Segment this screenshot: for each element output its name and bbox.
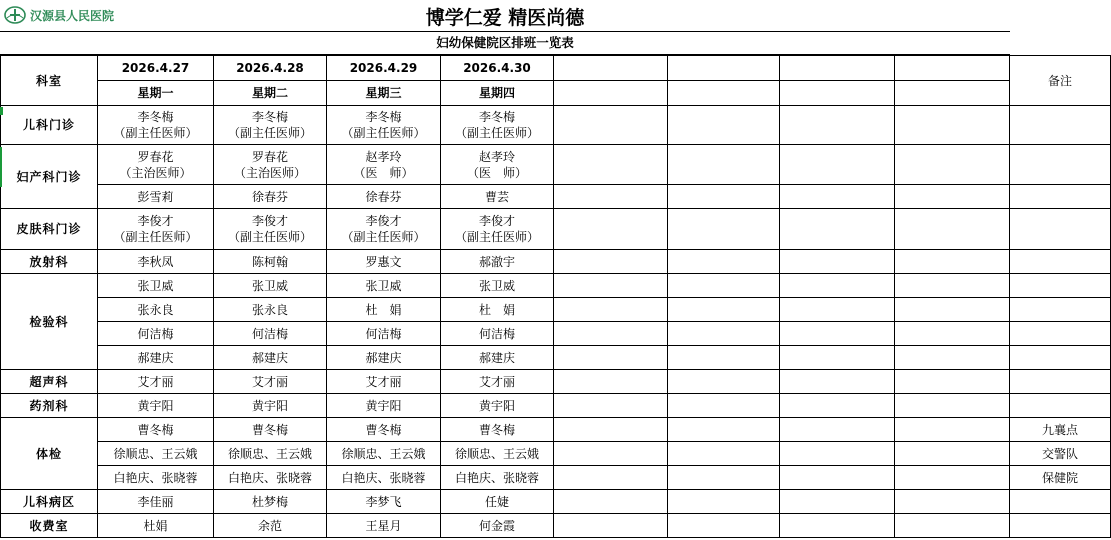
staff-title: （副主任医师） [227,230,312,244]
duty-cell [214,514,327,538]
remark-cell: 九襄点 [1010,418,1111,442]
empty-cell [780,346,895,370]
date-header: 2026.4.30 [441,56,554,81]
table-row [1,106,1111,145]
duty-cell [327,250,441,274]
duty-cell [441,418,554,442]
staff-name: 罗春花 [251,149,288,164]
empty-cell [780,209,895,250]
empty-cell [780,274,895,298]
empty-cell [780,250,895,274]
duty-cell [214,322,327,346]
empty-weekday-header [668,81,780,106]
staff-name: 何洁梅 [365,326,402,341]
staff-title: （主治医师） [119,165,192,180]
staff-name: 杜 娟 [478,302,515,317]
empty-cell [780,466,895,490]
staff-name: 赵孝玲 [365,149,402,164]
page-title: 博学仁爱 精医尚德 [425,7,585,29]
duty-cell [214,145,327,185]
duty-cell [98,418,214,442]
duty-cell [327,394,441,418]
date-header: 2026.4.29 [327,56,441,81]
date-header: 2026.4.28 [214,56,327,81]
empty-cell [780,418,895,442]
staff-name: 李俊才 [365,214,402,228]
staff-name: 曹芸 [484,189,509,204]
remark-cell [1010,394,1111,418]
duty-cell [327,418,441,442]
duty-cell [327,514,441,538]
dept-name-cell: 儿科门诊 [1,106,98,145]
remark-cell [1010,322,1111,346]
duty-cell [214,490,327,514]
staff-name: 黄宇阳 [251,398,288,413]
duty-cell [98,145,214,185]
empty-cell [780,370,895,394]
empty-date-header [554,56,668,81]
staff-title: （医 师） [466,165,527,180]
empty-cell [895,250,1010,274]
duty-cell [98,106,214,145]
duty-cell [441,185,554,209]
empty-cell [554,250,668,274]
row-marker [0,147,2,187]
empty-cell [668,250,780,274]
empty-cell [668,209,780,250]
duty-cell [214,370,327,394]
empty-cell [668,106,780,145]
remark-cell [1010,298,1111,322]
duty-cell [441,466,554,490]
staff-name: 徐顺忠、王云娥 [227,446,312,461]
table-row [1,370,1111,394]
table-row [1,145,1111,185]
staff-name: 曹冬梅 [478,422,515,437]
staff-name: 黄宇阳 [478,398,515,413]
dept-name-cell: 体检 [1,418,98,490]
staff-name: 郝澈宇 [478,254,515,269]
staff-name: 张永良 [137,302,174,317]
staff-name: 徐顺忠、王云娥 [113,446,198,461]
staff-title: （主治医师） [233,165,306,180]
duty-cell [441,370,554,394]
empty-cell [895,370,1010,394]
empty-cell [554,490,668,514]
staff-name: 白艳庆、张晓蓉 [113,470,198,485]
staff-title: （副主任医师） [341,230,426,244]
staff-title: （副主任医师） [341,126,426,140]
remark-cell [1010,250,1111,274]
table-row [1,418,1111,442]
dept-name-cell: 超声科 [1,370,98,394]
duty-cell [98,209,214,250]
duty-cell [441,346,554,370]
table-row [1,442,1111,466]
staff-title: （副主任医师） [113,230,198,244]
staff-name: 张卫威 [251,278,288,293]
empty-cell [668,394,780,418]
weekday-header: 星期三 [327,81,441,106]
duty-cell [441,106,554,145]
empty-cell [668,370,780,394]
staff-name: 何洁梅 [137,326,174,341]
empty-cell [554,209,668,250]
staff-name: 陈柯翰 [251,254,288,269]
empty-cell [554,322,668,346]
duty-cell [327,442,441,466]
table-row [1,490,1111,514]
empty-cell [668,418,780,442]
staff-name: 李佳丽 [137,494,174,509]
empty-weekday-header [895,81,1010,106]
duty-cell [98,298,214,322]
staff-name: 任婕 [484,494,509,509]
dept-name-cell: 药剂科 [1,394,98,418]
staff-name: 白艳庆、张晓蓉 [454,470,539,485]
empty-cell [780,514,895,538]
duty-cell [214,274,327,298]
empty-weekday-header [780,81,895,106]
duty-cell [98,274,214,298]
staff-name: 李俊才 [251,214,288,228]
staff-name: 黄宇阳 [137,398,174,413]
staff-title: （副主任医师） [454,126,539,140]
staff-name: 李梦飞 [365,494,402,509]
table-row [1,250,1111,274]
header-row-weekdays [1,81,1111,106]
duty-cell [98,250,214,274]
empty-cell [554,418,668,442]
table-row [1,514,1111,538]
staff-name: 艾才丽 [365,374,402,389]
dept-name-cell: 放射科 [1,250,98,274]
empty-date-header [780,56,895,81]
staff-name: 白艳庆、张晓蓉 [341,470,426,485]
duty-cell [327,322,441,346]
empty-cell [895,418,1010,442]
dept-name-cell: 儿科病区 [1,490,98,514]
staff-name: 艾才丽 [137,374,174,389]
header-row-dates [1,56,1111,81]
duty-cell [441,394,554,418]
duty-cell [441,442,554,466]
remark-cell [1010,106,1111,145]
duty-cell [214,346,327,370]
page-subtitle: 妇幼保健院区排班一览表 [0,32,1010,55]
duty-cell [214,185,327,209]
staff-name: 艾才丽 [478,374,515,389]
dept-name-cell: 收费室 [1,514,98,538]
duty-cell [214,209,327,250]
duty-cell [98,185,214,209]
table-row [1,394,1111,418]
remark-cell: 交警队 [1010,442,1111,466]
empty-cell [895,185,1010,209]
staff-name: 张永良 [251,302,288,317]
staff-name: 李冬梅 [478,110,515,124]
duty-cell [441,490,554,514]
empty-cell [554,185,668,209]
empty-cell [780,145,895,185]
empty-cell [668,298,780,322]
duty-cell [327,145,441,185]
remark-cell [1010,145,1111,185]
empty-cell [668,185,780,209]
staff-name: 李俊才 [478,214,515,228]
remark-header: 备注 [1010,56,1111,106]
dept-header: 科室 [1,56,98,106]
duty-cell [214,298,327,322]
duty-cell [441,250,554,274]
staff-name: 杜 娟 [365,302,402,317]
staff-title: （副主任医师） [454,230,539,244]
duty-cell [441,298,554,322]
duty-cell [327,106,441,145]
duty-cell [98,370,214,394]
empty-date-header [668,56,780,81]
staff-name: 李俊才 [137,214,174,228]
duty-cell [98,490,214,514]
duty-cell [214,106,327,145]
duty-cell [441,322,554,346]
staff-name: 罗春花 [137,149,174,164]
duty-cell [98,394,214,418]
empty-cell [895,106,1010,145]
staff-name: 郝建庆 [137,350,174,365]
empty-cell [895,442,1010,466]
duty-cell [441,514,554,538]
duty-cell [327,466,441,490]
remark-cell [1010,185,1111,209]
dept-name-cell: 皮肤科门诊 [1,209,98,250]
staff-name: 王星月 [365,518,402,533]
table-row [1,466,1111,490]
schedule-table [0,55,1111,538]
duty-cell [327,274,441,298]
staff-name: 郝建庆 [478,350,515,365]
duty-cell [214,394,327,418]
empty-cell [895,466,1010,490]
empty-cell [554,394,668,418]
empty-date-header [895,56,1010,81]
empty-cell [554,274,668,298]
weekday-header: 星期一 [98,81,214,106]
duty-cell [214,418,327,442]
staff-name: 艾才丽 [251,374,288,389]
empty-cell [895,490,1010,514]
staff-name: 何金霞 [478,518,515,533]
empty-cell [895,394,1010,418]
staff-name: 杜梦梅 [251,494,288,509]
empty-cell [554,298,668,322]
duty-cell [327,209,441,250]
empty-cell [668,346,780,370]
staff-name: 白艳庆、张晓蓉 [227,470,312,485]
duty-cell [441,209,554,250]
staff-name: 郝建庆 [251,350,288,365]
staff-name: 徐春芬 [365,189,402,204]
empty-cell [554,370,668,394]
duty-cell [214,250,327,274]
staff-name: 李秋凤 [137,254,174,269]
empty-cell [780,394,895,418]
remark-cell: 保健院 [1010,466,1111,490]
staff-title: （副主任医师） [227,126,312,140]
duty-cell [327,298,441,322]
duty-cell [327,490,441,514]
empty-cell [554,106,668,145]
staff-name: 徐顺忠、王云娥 [454,446,539,461]
duty-cell [441,274,554,298]
empty-cell [780,490,895,514]
empty-cell [895,322,1010,346]
staff-name: 黄宇阳 [365,398,402,413]
duty-cell [98,466,214,490]
empty-weekday-header [554,81,668,106]
weekday-header: 星期二 [214,81,327,106]
row-marker [0,107,3,115]
empty-cell [554,442,668,466]
empty-cell [554,466,668,490]
empty-cell [780,106,895,145]
empty-cell [780,298,895,322]
empty-cell [668,466,780,490]
duty-cell [98,322,214,346]
staff-title: （医 师） [353,165,414,180]
weekday-header: 星期四 [441,81,554,106]
staff-name: 何洁梅 [251,326,288,341]
staff-name: 李冬梅 [251,110,288,124]
empty-cell [895,514,1010,538]
empty-cell [895,209,1010,250]
empty-cell [895,145,1010,185]
staff-name: 张卫威 [137,278,174,293]
duty-cell [214,442,327,466]
dept-name-cell: 妇产科门诊 [1,145,98,209]
remark-cell [1010,274,1111,298]
empty-cell [780,322,895,346]
duty-cell [327,370,441,394]
remark-cell [1010,370,1111,394]
title-row [0,0,1010,32]
duty-cell [327,185,441,209]
remark-cell [1010,514,1111,538]
empty-cell [668,514,780,538]
remark-cell [1010,346,1111,370]
table-row [1,185,1111,209]
staff-name: 赵孝玲 [478,149,515,164]
date-header: 2026.4.27 [98,56,214,81]
hospital-name: 汉源县人民医院 [30,8,115,23]
staff-name: 徐春芬 [251,189,288,204]
empty-cell [668,322,780,346]
empty-cell [895,298,1010,322]
staff-title: （副主任医师） [113,126,198,140]
dept-name-cell: 检验科 [1,274,98,370]
duty-cell [214,466,327,490]
staff-name: 曹冬梅 [365,422,402,437]
duty-cell [441,145,554,185]
staff-name: 张卫威 [478,278,515,293]
staff-name: 曹冬梅 [251,422,288,437]
staff-name: 徐顺忠、王云娥 [341,446,426,461]
staff-name: 郝建庆 [365,350,402,365]
table-row [1,298,1111,322]
remark-cell [1010,209,1111,250]
empty-cell [554,514,668,538]
table-row [1,322,1111,346]
staff-name: 何洁梅 [478,326,515,341]
staff-name: 李冬梅 [365,110,402,124]
empty-cell [780,185,895,209]
empty-cell [895,346,1010,370]
staff-name: 彭雪莉 [137,189,174,204]
empty-cell [780,442,895,466]
empty-cell [668,145,780,185]
duty-cell [98,514,214,538]
duty-cell [327,346,441,370]
staff-name: 罗惠文 [365,254,402,269]
empty-cell [554,346,668,370]
table-row [1,209,1111,250]
staff-name: 曹冬梅 [137,422,174,437]
staff-name: 余范 [257,518,282,533]
staff-name: 李冬梅 [137,110,174,124]
empty-cell [668,442,780,466]
duty-cell [98,346,214,370]
empty-cell [554,145,668,185]
staff-name: 杜娟 [143,518,168,533]
remark-cell [1010,490,1111,514]
duty-cell [98,442,214,466]
empty-cell [895,274,1010,298]
empty-cell [668,274,780,298]
table-row [1,346,1111,370]
empty-cell [668,490,780,514]
table-row [1,274,1111,298]
staff-name: 张卫威 [365,278,402,293]
